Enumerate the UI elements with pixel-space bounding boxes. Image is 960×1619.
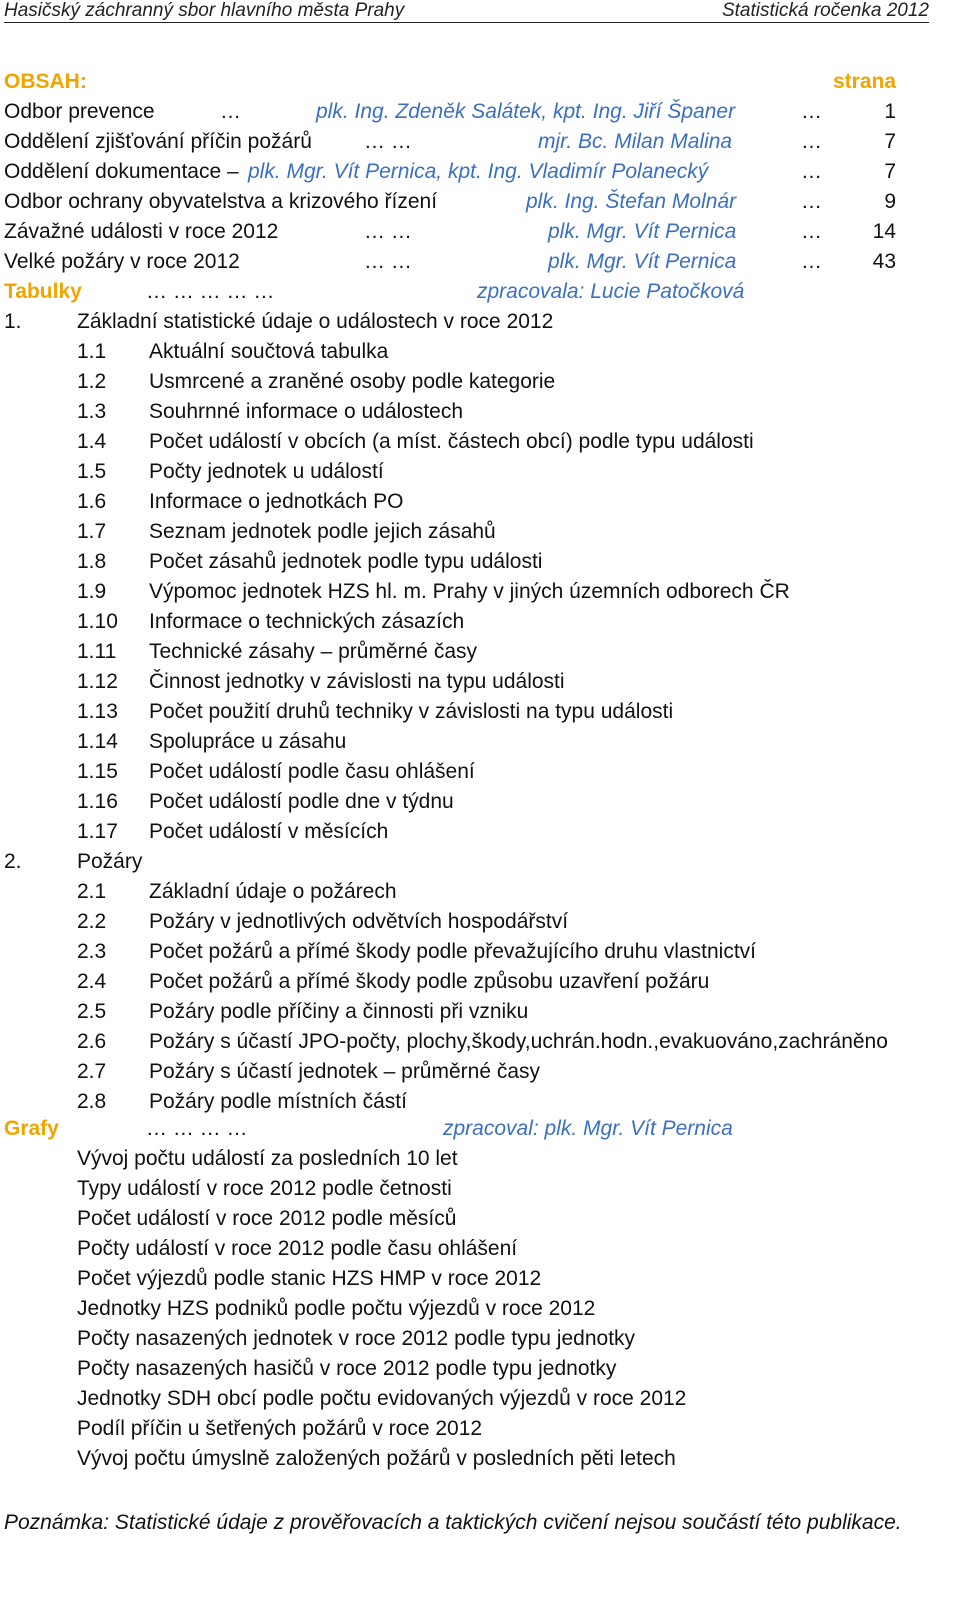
page-column-label: strana xyxy=(832,70,896,93)
leader-dots: … xyxy=(801,220,822,243)
table-item-number: 2.2 xyxy=(77,910,107,933)
table-item-number: 1.4 xyxy=(77,430,107,453)
table-item-title: Počet událostí podle času ohlášení xyxy=(149,760,475,783)
contents-heading: OBSAH: xyxy=(4,70,87,93)
table-item-title: Činnost jednotky v závislosti na typu události xyxy=(149,670,565,693)
chart-item-title: Počet výjezdů podle stanic HZS HMP v roce 2012 xyxy=(77,1267,542,1290)
table-item-number: 1.1 xyxy=(77,340,107,363)
table-item-row[interactable] xyxy=(0,547,960,577)
table-item-row[interactable] xyxy=(0,397,960,427)
chart-item-title: Počty nasazených jednotek v roce 2012 podle typu jednotky xyxy=(77,1327,636,1350)
contents-section-row[interactable] xyxy=(0,157,960,187)
table-item-row[interactable] xyxy=(0,337,960,367)
table-item-row[interactable] xyxy=(0,577,960,607)
table-item-number: 2.3 xyxy=(77,940,107,963)
table-item-row[interactable] xyxy=(0,757,960,787)
table-item-number: 1.16 xyxy=(77,790,118,813)
table-item-row[interactable] xyxy=(0,787,960,817)
chart-item-title: Jednotky SDH obcí podle počtu evidovaných výjezdů v roce 2012 xyxy=(77,1387,687,1410)
table-item-number: 1.13 xyxy=(77,700,118,723)
leader-dots: … … xyxy=(364,250,412,273)
header-organization: Hasičský záchranný sbor hlavního města Prahy xyxy=(4,0,405,21)
table-item-number: 1.5 xyxy=(77,460,107,483)
chart-item-title: Jednotky HZS podniků podle počtu výjezdů v roce 2012 xyxy=(77,1297,596,1320)
table-group-number: 2. xyxy=(4,850,22,873)
table-item-number: 2.5 xyxy=(77,1000,107,1023)
chart-item-title: Počty událostí v roce 2012 podle času ohlášení xyxy=(77,1237,518,1260)
table-item-row[interactable] xyxy=(0,667,960,697)
contents-section-row[interactable] xyxy=(0,127,960,157)
table-item-number: 2.4 xyxy=(77,970,107,993)
page-header xyxy=(4,0,929,23)
chart-item-title: Vývoj počtu úmyslně založených požárů v posledních pěti letech xyxy=(77,1447,676,1470)
chart-item-row[interactable] xyxy=(0,1414,960,1444)
table-group-title: Základní statistické údaje o událostech v roce 2012 xyxy=(77,310,554,333)
table-item-row[interactable] xyxy=(0,937,960,967)
leader-dots: … xyxy=(801,190,822,213)
chart-item-title: Počet událostí v roce 2012 podle měsíců xyxy=(77,1207,457,1230)
table-item-row[interactable] xyxy=(0,457,960,487)
table-item-title: Seznam jednotek podle jejich zásahů xyxy=(149,520,496,543)
footnote: Poznámka: Statistické údaje z prověřovacích a taktických cvičení nejsou součástí této publikace. xyxy=(4,1511,902,1534)
table-item-row[interactable] xyxy=(0,517,960,547)
table-item-number: 1.17 xyxy=(77,820,118,843)
table-group-number: 1. xyxy=(4,310,22,333)
charts-heading-row xyxy=(0,1114,960,1144)
chart-item-row[interactable] xyxy=(0,1264,960,1294)
table-group-row[interactable] xyxy=(0,847,960,877)
table-item-title: Informace o jednotkách PO xyxy=(149,490,404,513)
table-item-row[interactable] xyxy=(0,697,960,727)
section-page: 7 xyxy=(884,130,896,153)
leader-dots: … xyxy=(801,160,822,183)
table-item-row[interactable] xyxy=(0,1027,960,1057)
table-item-number: 1.6 xyxy=(77,490,107,513)
leader-dots: … … … … … xyxy=(146,280,275,303)
table-item-title: Aktuální součtová tabulka xyxy=(149,340,389,363)
table-item-title: Výpomoc jednotek HZS hl. m. Prahy v jiných územních odborech ČR xyxy=(149,580,790,603)
leader-dots: … xyxy=(220,100,241,123)
chart-item-row[interactable] xyxy=(0,1294,960,1324)
chart-item-row[interactable] xyxy=(0,1174,960,1204)
chart-item-row[interactable] xyxy=(0,1354,960,1384)
leader-dots: … xyxy=(801,250,822,273)
table-item-title: Počet událostí v měsících xyxy=(149,820,389,843)
table-item-number: 2.1 xyxy=(77,880,107,903)
table-item-number: 2.6 xyxy=(77,1030,107,1053)
section-title: Oddělení zjišťování příčin požárů xyxy=(4,130,312,153)
leader-dots: … xyxy=(801,100,822,123)
chart-item-row[interactable] xyxy=(0,1204,960,1234)
chart-item-row[interactable] xyxy=(0,1444,960,1474)
table-item-title: Spolupráce u zásahu xyxy=(149,730,347,753)
table-item-title: Počty jednotek u událostí xyxy=(149,460,384,483)
table-item-title: Požáry v jednotlivých odvětvích hospodářství xyxy=(149,910,569,933)
table-item-title: Informace o technických zásazích xyxy=(149,610,465,633)
table-item-row[interactable] xyxy=(0,427,960,457)
section-page: 7 xyxy=(884,160,896,183)
table-item-title: Požáry podle příčiny a činnosti při vzniku xyxy=(149,1000,529,1023)
section-title: Odbor prevence xyxy=(4,100,155,123)
section-title: Velké požáry v roce 2012 xyxy=(4,250,240,273)
table-item-title: Počet požárů a přímé škody podle převažujícího druhu vlastnictví xyxy=(149,940,756,963)
table-item-row[interactable] xyxy=(0,877,960,907)
table-item-number: 1.3 xyxy=(77,400,107,423)
section-page: 9 xyxy=(884,190,896,213)
table-item-title: Technické zásahy – průměrné časy xyxy=(149,640,477,663)
table-item-number: 1.7 xyxy=(77,520,107,543)
chart-item-row[interactable] xyxy=(0,1384,960,1414)
leader-dots: … … … … xyxy=(146,1117,248,1140)
leader-dots: … xyxy=(801,130,822,153)
contents-section-row[interactable] xyxy=(0,187,960,217)
charts-author: zpracoval: plk. Mgr. Vít Pernica xyxy=(443,1117,733,1140)
section-page: 14 xyxy=(872,220,896,243)
section-title: Závažné události v roce 2012 xyxy=(4,220,279,243)
table-item-row[interactable] xyxy=(0,727,960,757)
table-item-row[interactable] xyxy=(0,1057,960,1087)
section-author: plk. Ing. Zdeněk Salátek, kpt. Ing. Jiří Španer xyxy=(316,100,736,123)
table-item-number: 2.7 xyxy=(77,1060,107,1083)
table-item-title: Usmrcené a zraněné osoby podle kategorie xyxy=(149,370,556,393)
contents-section-row[interactable] xyxy=(0,217,960,247)
table-item-row[interactable] xyxy=(0,997,960,1027)
table-item-title: Počet použití druhů techniky v závislosti na typu události xyxy=(149,700,674,723)
chart-item-title: Počty nasazených hasičů v roce 2012 podle typu jednotky xyxy=(77,1357,617,1380)
section-page: 1 xyxy=(884,100,896,123)
contents-section-row[interactable] xyxy=(0,97,960,127)
charts-heading: Grafy xyxy=(4,1117,59,1140)
table-item-title: Požáry s účastí jednotek – průměrné časy xyxy=(149,1060,541,1083)
chart-item-title: Podíl příčin u šetřených požárů v roce 2012 xyxy=(77,1417,483,1440)
tables-author: zpracovala: Lucie Patočková xyxy=(477,280,745,303)
table-item-title: Základní údaje o požárech xyxy=(149,880,397,903)
table-item-title: Počet požárů a přímé škody podle způsobu uzavření požáru xyxy=(149,970,710,993)
table-item-row[interactable] xyxy=(0,907,960,937)
table-item-title: Souhrnné informace o událostech xyxy=(149,400,464,423)
table-item-number: 1.15 xyxy=(77,760,118,783)
contents-section-row[interactable] xyxy=(0,247,960,277)
table-item-number: 1.2 xyxy=(77,370,107,393)
contents-heading-row xyxy=(0,67,960,97)
table-group-title: Požáry xyxy=(77,850,143,873)
table-item-row[interactable] xyxy=(0,967,960,997)
table-item-row[interactable] xyxy=(0,487,960,517)
section-title: Odbor ochrany obyvatelstva a krizového řízení xyxy=(4,190,438,213)
section-author: plk. Ing. Štefan Molnár xyxy=(526,190,737,213)
table-item-row[interactable] xyxy=(0,817,960,847)
table-item-title: Požáry s účastí JPO-počty, plochy,škody,uchrán.hodn.,evakuováno,zachráněno xyxy=(149,1030,888,1053)
table-item-title: Počet zásahů jednotek podle typu události xyxy=(149,550,543,573)
table-group-row[interactable] xyxy=(0,307,960,337)
leader-dots: … … xyxy=(364,220,412,243)
section-page: 43 xyxy=(872,250,896,273)
section-author: plk. Mgr. Vít Pernica, kpt. Ing. Vladimír Polanecký xyxy=(248,160,709,183)
table-item-number: 1.10 xyxy=(77,610,118,633)
tables-heading-row xyxy=(0,277,960,307)
table-item-row[interactable] xyxy=(0,607,960,637)
chart-item-title: Typy událostí v roce 2012 podle četnosti xyxy=(77,1177,452,1200)
chart-item-title: Vývoj počtu událostí za posledních 10 let xyxy=(77,1147,458,1170)
table-item-title: Počet událostí v obcích (a míst. částech obcí) podle typu události xyxy=(149,430,754,453)
section-title: Oddělení dokumentace – xyxy=(4,160,239,183)
chart-item-row[interactable] xyxy=(0,1234,960,1264)
section-author: mjr. Bc. Milan Malina xyxy=(538,130,733,153)
table-item-title: Požáry podle místních částí xyxy=(149,1090,407,1113)
header-publication: Statistická ročenka 2012 xyxy=(721,0,929,21)
section-author: plk. Mgr. Vít Pernica xyxy=(548,250,737,273)
table-item-row[interactable] xyxy=(0,1087,960,1117)
table-item-number: 1.14 xyxy=(77,730,118,753)
table-item-number: 1.12 xyxy=(77,670,118,693)
table-item-row[interactable] xyxy=(0,367,960,397)
table-item-row[interactable] xyxy=(0,637,960,667)
chart-item-row[interactable] xyxy=(0,1324,960,1354)
tables-heading: Tabulky xyxy=(4,280,82,303)
table-item-number: 1.9 xyxy=(77,580,107,603)
section-author: plk. Mgr. Vít Pernica xyxy=(548,220,737,243)
chart-item-row[interactable] xyxy=(0,1144,960,1174)
table-item-number: 1.8 xyxy=(77,550,107,573)
leader-dots: … … xyxy=(364,130,412,153)
table-item-title: Počet událostí podle dne v týdnu xyxy=(149,790,454,813)
table-item-number: 1.11 xyxy=(77,640,117,663)
table-item-number: 2.8 xyxy=(77,1090,107,1113)
